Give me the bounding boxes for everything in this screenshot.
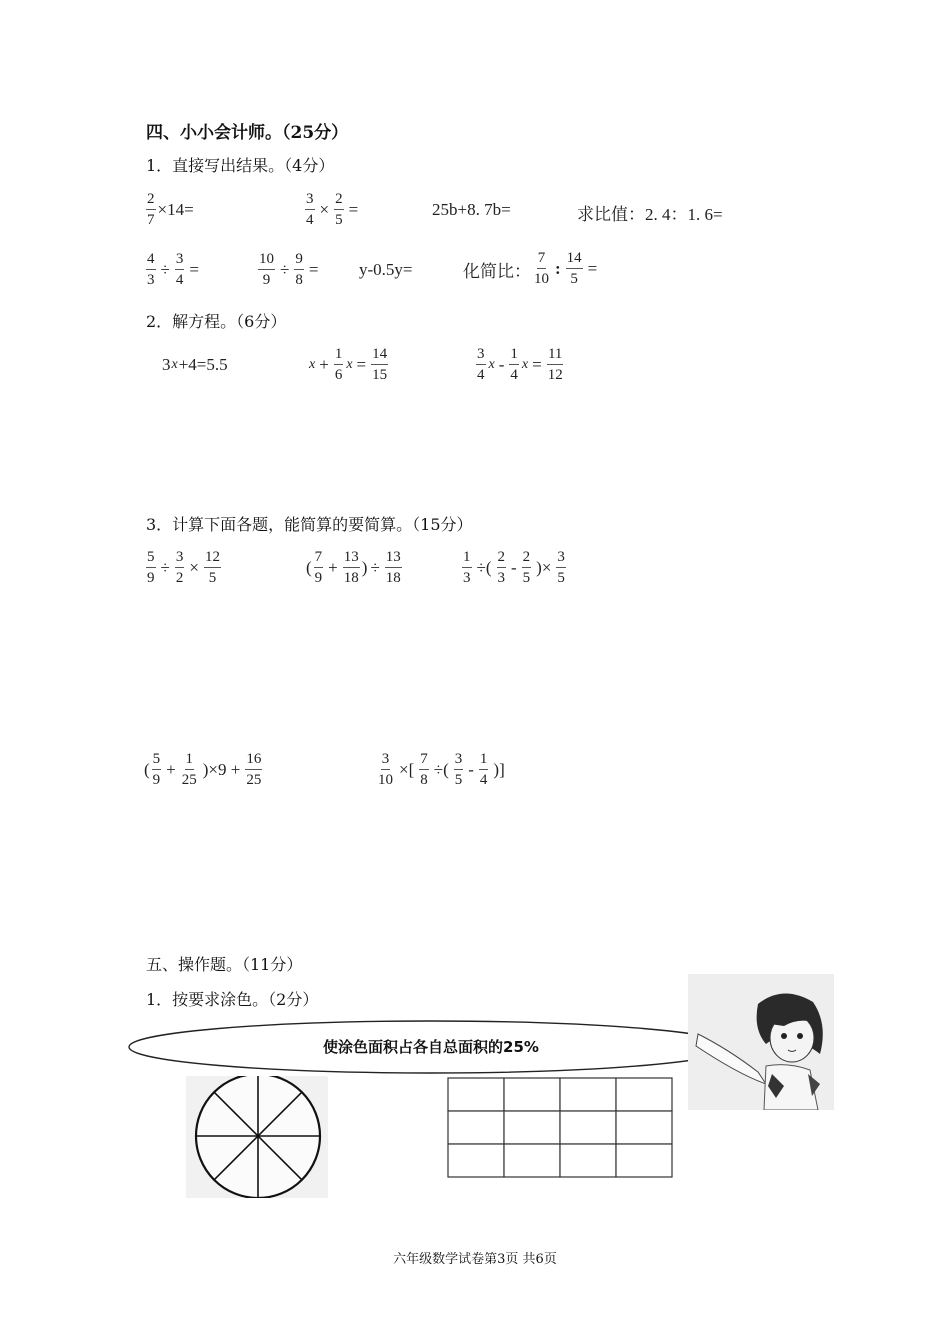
s5-q1-title: 1．按要求涂色。（2分）	[146, 990, 319, 1009]
expr-7: y-0.5y=	[359, 260, 413, 279]
bubble-text: 使涂色面积占各自总面积的25%	[323, 1038, 539, 1056]
calc-2: ( 7 9 + $\frac{13}{18}$ ) ÷ $\frac{13}{18}$	[306, 549, 401, 586]
equation-2: x + $\frac{1}{6}$ x = $\frac{14}{15}$	[309, 346, 388, 383]
grid-cell	[448, 1078, 504, 1111]
equation-1: 3 x +4=5.5	[162, 355, 228, 374]
grid-cell	[616, 1078, 672, 1111]
expr-1: $\frac{2}{7}$ ×14=	[147, 191, 194, 228]
expr-8: 化简比： 7 10 : $\frac{14}{5}$ =	[463, 250, 598, 287]
page-footer: 六年级数学试卷第3页 共6页	[393, 1252, 557, 1267]
equation-3: 3 4 x - 1 4 x = $\frac{11}{12}$	[477, 346, 563, 383]
grid-cell	[448, 1144, 504, 1177]
grid-cell	[504, 1078, 560, 1111]
expr-5: $\frac{4}{3}$ ÷ $\frac{3}{4}$ =	[147, 251, 199, 288]
grid-cell	[560, 1144, 616, 1177]
grid-cell	[448, 1111, 504, 1144]
section5-title: 五、操作题。（11分）	[146, 955, 303, 974]
grid-cell	[560, 1111, 616, 1144]
expr-4: 求比值：2. 4：1. 6=	[577, 205, 723, 224]
calc-3: $\frac{1}{3}$ ÷( 2 3 - 2 5 )× $\frac{3}{5}$	[463, 549, 565, 586]
girl-illustration	[688, 974, 834, 1110]
calc-5: $\frac{3}{10}$ ×[ $\frac{7}{8}$ ÷( 3 5 - 1 4 )]	[378, 751, 505, 788]
expr-6: $\frac{10}{9}$ ÷ $\frac{9}{8}$ =	[259, 251, 319, 288]
q1-title: 1．直接写出结果。（4分）	[146, 156, 335, 175]
q3-title: 3．计算下面各题，能简算的要简算。（15分）	[146, 515, 473, 534]
expr-2: $\frac{3}{4}$ × $\frac{2}{5}$ =	[306, 191, 359, 228]
calc-4: ( 5 9 + $\frac{1}{25}$ )×9 + $\frac{16}{25}$	[144, 751, 262, 788]
expr-3: 25b+8. 7b=	[432, 200, 511, 219]
grid-cell	[504, 1111, 560, 1144]
q2-title: 2．解方程。（6分）	[146, 312, 287, 331]
grid-cell	[616, 1144, 672, 1177]
grid-diagram	[446, 1076, 674, 1178]
section4-title: 四、小小会计师。（25分）	[146, 123, 349, 143]
grid-cell	[560, 1078, 616, 1111]
grid-cell	[616, 1111, 672, 1144]
circle-diagram	[186, 1076, 328, 1198]
grid-cell	[504, 1144, 560, 1177]
calc-1: $\frac{5}{9}$ ÷ $\frac{3}{2}$ × $\frac{12}{5}$	[147, 549, 220, 586]
